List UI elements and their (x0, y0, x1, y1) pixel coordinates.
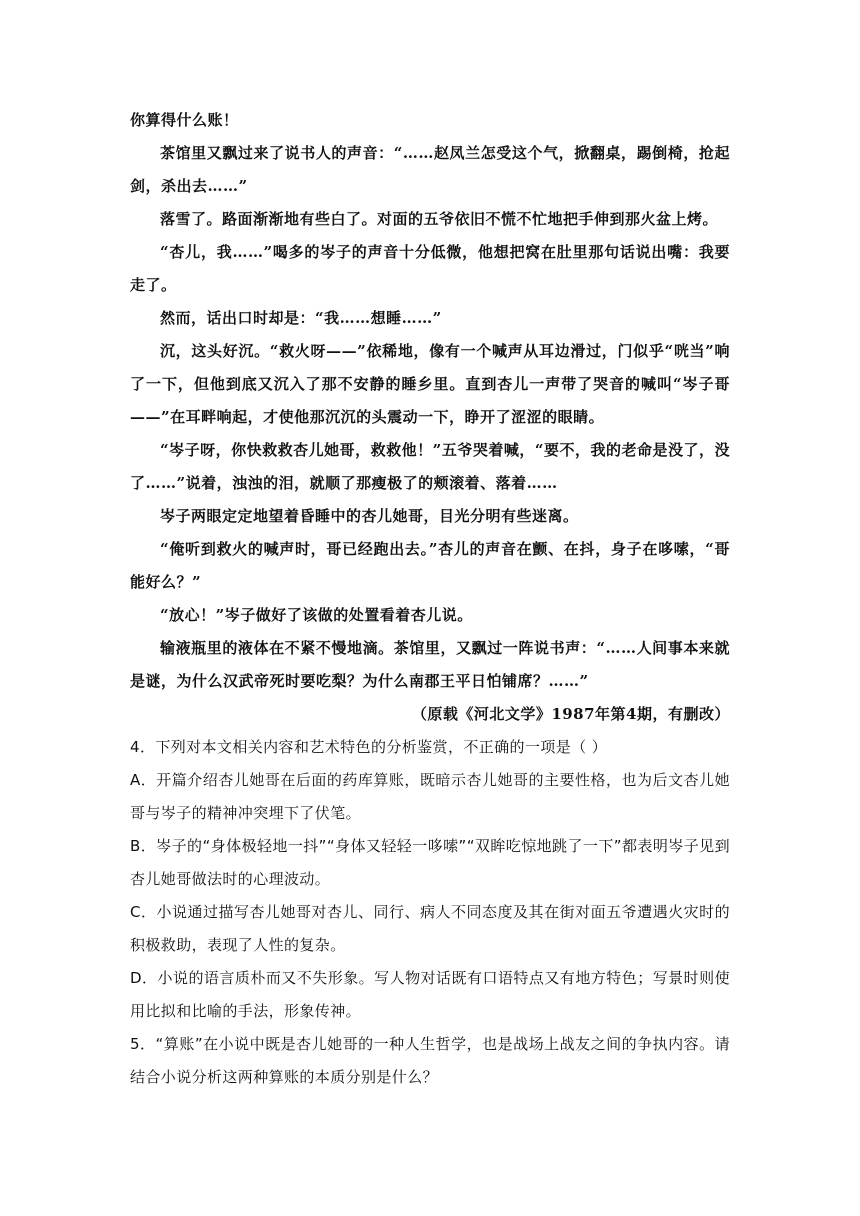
option-a: A．开篇介绍杏儿她哥在后面的药库算账，既暗示杏儿她哥的主要性格，也为后文杏儿她哥与岑子的精神冲突埋下了伏笔。 (130, 771, 730, 822)
story-paragraph: 输液瓶里的液体在不紧不慢地滴。茶馆里，又飘过一阵说书声：“……人间事本来就是谜，为什么汉武帝死时要吃梨？为什么南郡王平日怕铺席？……” (130, 639, 730, 690)
story-paragraph: 然而，话出口时却是：“我……想睡……” (160, 309, 442, 327)
question-4-stem: 4．下列对本文相关内容和艺术特色的分析鉴赏，不正确的一项是（ ） (130, 738, 608, 756)
story-paragraph: 你算得什么账！ (130, 111, 239, 129)
story-paragraph: 岑子两眼定定地望着昏睡中的杏儿她哥，目光分明有些迷离。 (160, 507, 579, 525)
option-c: C．小说通过描写杏儿她哥对杏儿、同行、病人不同态度及其在街对面五爷遭遇火灾时的积极救助，表现了人性的复杂。 (130, 903, 730, 954)
option-d: D．小说的语言质朴而又不失形象。写人物对话既有口语特点又有地方特色；写景时则使用比拟和比喻的手法，形象传神。 (130, 969, 730, 1020)
story-paragraph: 茶馆里又飘过来了说书人的声音：“……赵凤兰怎受这个气，掀翻桌，踢倒椅，抢起剑，杀出去……” (130, 144, 730, 195)
story-paragraph: “俺听到救火的喊声时，哥已经跑出去。”杏儿的声音在颤、在抖，身子在哆嗦，“哥能好么？” (130, 540, 730, 591)
story-paragraph: “岑子呀，你快救救杏儿她哥，救救他！”五爷哭着喊，“要不，我的老命是没了，没了……”说着，浊浊的泪，就顺了那瘦极了的颊滚着、落着…… (130, 441, 730, 492)
story-paragraph: “放心！”岑子做好了该做的处置看着杏儿说。 (160, 606, 473, 624)
story-paragraph: “杏儿，我……”喝多的岑子的声音十分低微，他想把窝在肚里那句话说出嘴：我要走了。 (130, 243, 730, 294)
question-5-stem: 5．“算账”在小说中既是杏儿她哥的一种人生哲学，也是战场上战友之间的争执内容。请结合小说分析这两种算账的本质分别是什么？ (130, 1035, 730, 1086)
source-note: （原载《河北文学》1987年第4期，有删改） (411, 705, 730, 723)
story-paragraph: 落雪了。路面渐渐地有些白了。对面的五爷依旧不慌不忙地把手伸到那火盆上烤。 (160, 210, 719, 228)
option-b: B．岑子的“身体极轻地一抖”“身体又轻轻一哆嗦”“双眸吃惊地跳了一下”都表明岑子见到杏儿她哥做法时的心理波动。 (130, 837, 730, 888)
story-paragraph: 沉，这头好沉。“救火呀——”依稀地，像有一个喊声从耳边滑过，门似乎“咣当”响了一下，但他到底又沉入了那不安静的睡乡里。直到杏儿一声带了哭音的喊叫“岑子哥——”在耳畔响起，才使他那沉沉的头震动一下，睁开了涩涩的眼睛。 (130, 342, 730, 426)
